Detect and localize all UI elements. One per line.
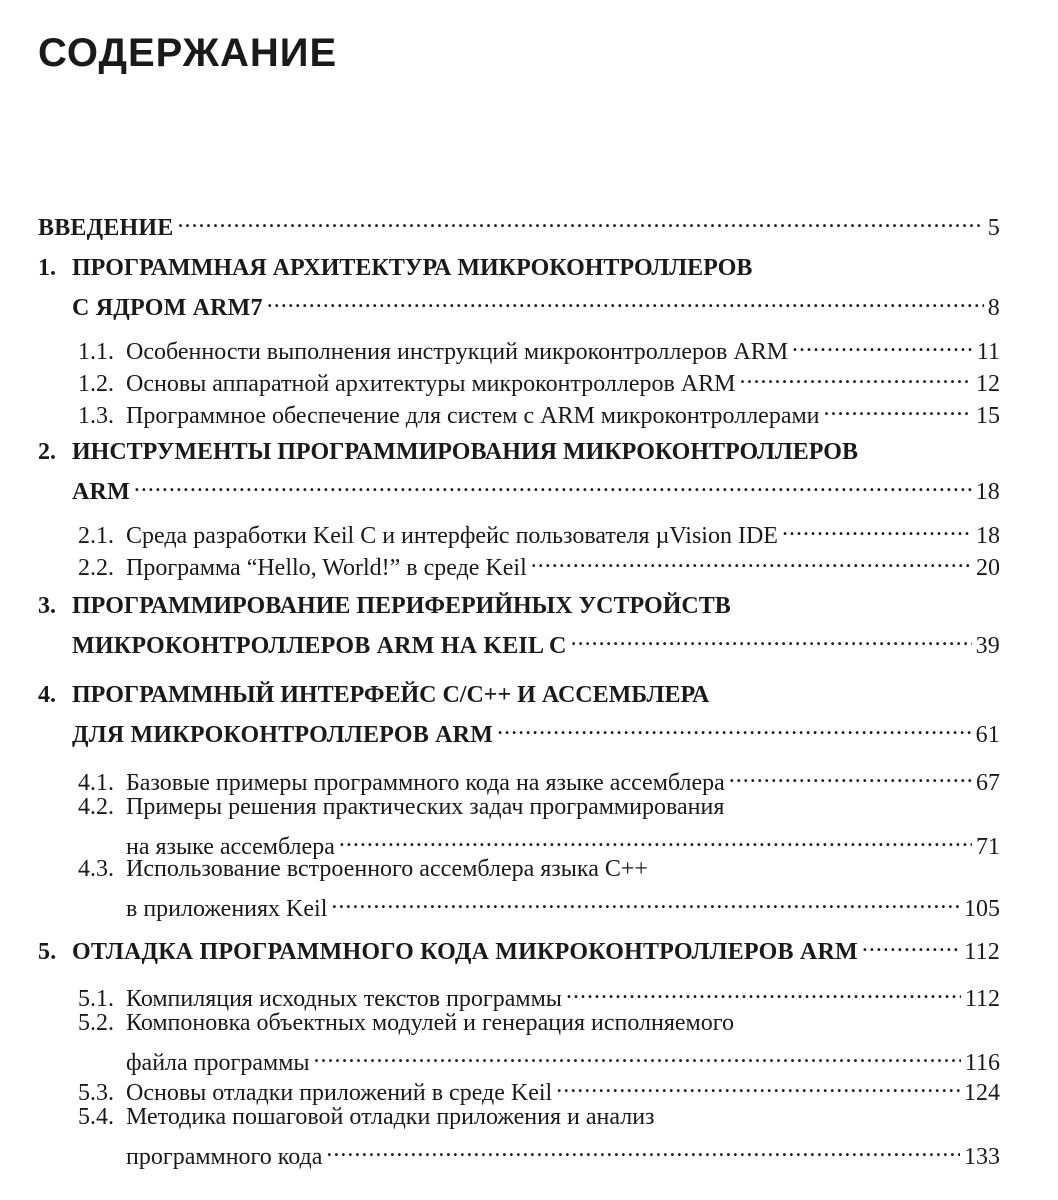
toc-section-5-4[interactable] [126, 1134, 1000, 1170]
toc-chapter-3-heading[interactable] [38, 591, 731, 621]
toc-page-number: 18 [976, 523, 1000, 549]
toc-page-number: 105 [964, 896, 1000, 922]
toc-page-number: 18 [975, 479, 1000, 505]
dot-leader [497, 712, 972, 742]
toc-section-number: 5.4. [78, 1104, 114, 1130]
toc-section-title-line2: в приложениях Keil [126, 896, 328, 922]
toc-chapter-title-line1: ПРОГРАММНЫЙ ИНТЕРФЕЙС С/С++ И АССЕМБЛЕРА [72, 682, 710, 708]
toc-section-number: 5.3. [78, 1080, 114, 1106]
toc-section-4-3-heading[interactable] [78, 854, 648, 884]
toc-section-4-3[interactable] [126, 886, 1000, 922]
dot-leader [178, 205, 984, 235]
toc-section-title-line1: Компоновка объектных модулей и генерация исполняемого [126, 1010, 734, 1036]
toc-section-title-line1: Примеры решения практических задач программирования [126, 794, 725, 820]
toc-section-number: 5.1. [78, 986, 114, 1012]
dot-leader [267, 285, 984, 315]
toc-chapter-4-heading[interactable] [38, 680, 709, 710]
toc-page-number: 71 [976, 834, 1000, 860]
dot-leader [740, 361, 972, 391]
toc-section-title-line2: файла программы [126, 1050, 310, 1076]
toc-section-4-2[interactable] [126, 824, 1000, 860]
toc-section-title: Базовые примеры программного кода на языке ассемблера [126, 770, 725, 796]
toc-chapter-title-line1: ПРОГРАММНАЯ АРХИТЕКТУРА МИКРОКОНТРОЛЛЕРОВ [72, 255, 753, 281]
toc-section-number: 4.3. [78, 856, 114, 882]
toc-page-number: 12 [976, 371, 1000, 397]
toc-page-number: 112 [964, 939, 1000, 965]
dot-leader [782, 513, 972, 543]
page-title: СОДЕРЖАНИЕ [38, 31, 338, 75]
toc-chapter-3[interactable] [72, 623, 1000, 659]
toc-section-1-2[interactable] [78, 361, 1000, 397]
toc-section-number: 2.1. [78, 523, 114, 549]
toc-section-title-line1: Методика пошаговой отладки приложения и анализ [126, 1104, 655, 1130]
toc-section-5-4-heading[interactable] [78, 1102, 655, 1132]
toc-section-title-line2: программного кода [126, 1144, 323, 1170]
toc-section-number: 5.2. [78, 1010, 114, 1036]
toc-chapter-number: 1. [38, 255, 56, 281]
toc-section-number: 1.1. [78, 339, 114, 365]
toc-page-number: 61 [975, 722, 1000, 748]
toc-section-2-1[interactable] [78, 513, 1000, 549]
toc-page-number: 67 [976, 770, 1000, 796]
toc-page-number: 20 [976, 555, 1000, 581]
dot-leader [824, 393, 972, 423]
dot-leader [556, 1070, 960, 1100]
toc-section-title: Основы аппаратной архитектуры микроконтроллеров ARM [126, 371, 736, 397]
dot-leader [134, 469, 972, 499]
toc-section-number: 4.2. [78, 794, 114, 820]
dot-leader [331, 886, 960, 916]
toc-chapter-title-line1: ПРОГРАММИРОВАНИЕ ПЕРИФЕРИЙНЫХ УСТРОЙСТВ [72, 593, 731, 619]
toc-section-4-1[interactable] [78, 760, 1000, 796]
toc-section-5-2[interactable] [126, 1040, 1000, 1076]
dot-leader [729, 760, 972, 790]
toc-chapter-2[interactable] [72, 469, 1000, 505]
toc-page-number: 133 [964, 1144, 1000, 1170]
toc-section-5-2-heading[interactable] [78, 1008, 734, 1038]
toc-chapter-title-line2: МИКРОКОНТРОЛЛЕРОВ ARM НА KEIL C [72, 633, 567, 659]
toc-section-number: 1.2. [78, 371, 114, 397]
toc-entry-intro[interactable] [38, 205, 1000, 241]
toc-section-4-2-heading[interactable] [78, 792, 724, 822]
toc-chapter-number: 4. [38, 682, 56, 708]
toc-entry-title: ВВЕДЕНИЕ [38, 215, 174, 241]
toc-section-number: 2.2. [78, 555, 114, 581]
toc-chapter-1-heading[interactable] [38, 253, 752, 283]
toc-chapter-title-line1: ИНСТРУМЕНТЫ ПРОГРАММИРОВАНИЯ МИКРОКОНТРОЛЛЕРОВ [72, 439, 858, 465]
toc-page-number: 39 [975, 633, 1000, 659]
toc-chapter-2-heading[interactable] [38, 437, 858, 467]
toc-page-number: 15 [976, 403, 1000, 429]
toc-chapter-title-line2: ДЛЯ МИКРОКОНТРОЛЛЕРОВ ARM [72, 722, 494, 748]
toc-section-number: 4.1. [78, 770, 114, 796]
toc-page-number: 124 [964, 1080, 1000, 1106]
toc-page-number: 8 [987, 295, 1000, 321]
toc-section-5-3[interactable] [78, 1070, 1000, 1106]
dot-leader [531, 545, 972, 575]
dot-leader [314, 1040, 961, 1070]
dot-leader [566, 976, 961, 1006]
dot-leader [792, 329, 973, 359]
toc-section-title: Программа “Hello, World!” в среде Keil [126, 555, 527, 581]
toc-section-title: Компиляция исходных текстов программы [126, 986, 562, 1012]
dot-leader [339, 824, 972, 854]
toc-chapter-1[interactable] [72, 285, 1000, 321]
toc-chapter-title-line2: ARM [72, 479, 130, 505]
toc-chapter-number: 2. [38, 439, 56, 465]
toc-page-number: 5 [987, 215, 1000, 241]
toc-section-title-line1: Использование встроенного ассемблера языка С++ [126, 856, 648, 882]
toc-section-title: Среда разработки Keil C и интерфейс пользователя µVision IDE [126, 523, 778, 549]
toc-page-number: 116 [964, 1050, 1000, 1076]
toc-page-number: 112 [964, 986, 1000, 1012]
toc-section-title-line2: на языке ассемблера [126, 834, 335, 860]
toc-section-title: Программное обеспечение для систем с ARM микроконтроллерами [126, 403, 820, 429]
toc-section-2-2[interactable] [78, 545, 1000, 581]
dot-leader [326, 1134, 960, 1164]
toc-chapter-title: ОТЛАДКА ПРОГРАММНОГО КОДА МИКРОКОНТРОЛЛЕРОВ ARM [72, 939, 858, 965]
toc-chapter-number: 5. [38, 939, 57, 965]
toc-section-number: 1.3. [78, 403, 114, 429]
toc-chapter-5[interactable] [38, 929, 1000, 965]
dot-leader [862, 929, 960, 959]
dot-leader [571, 623, 972, 653]
toc-section-1-3[interactable] [78, 393, 1000, 429]
toc-section-1-1[interactable] [78, 329, 1000, 365]
toc-chapter-title-line2: С ЯДРОМ ARM7 [72, 295, 263, 321]
toc-section-5-1[interactable] [78, 976, 1000, 1012]
toc-page-number: 11 [976, 339, 1000, 365]
toc-section-title: Основы отладки приложений в среде Keil [126, 1080, 553, 1106]
toc-chapter-4[interactable] [72, 712, 1000, 748]
toc-section-title: Особенности выполнения инструкций микроконтроллеров ARM [126, 339, 789, 365]
toc-chapter-number: 3. [38, 593, 56, 619]
